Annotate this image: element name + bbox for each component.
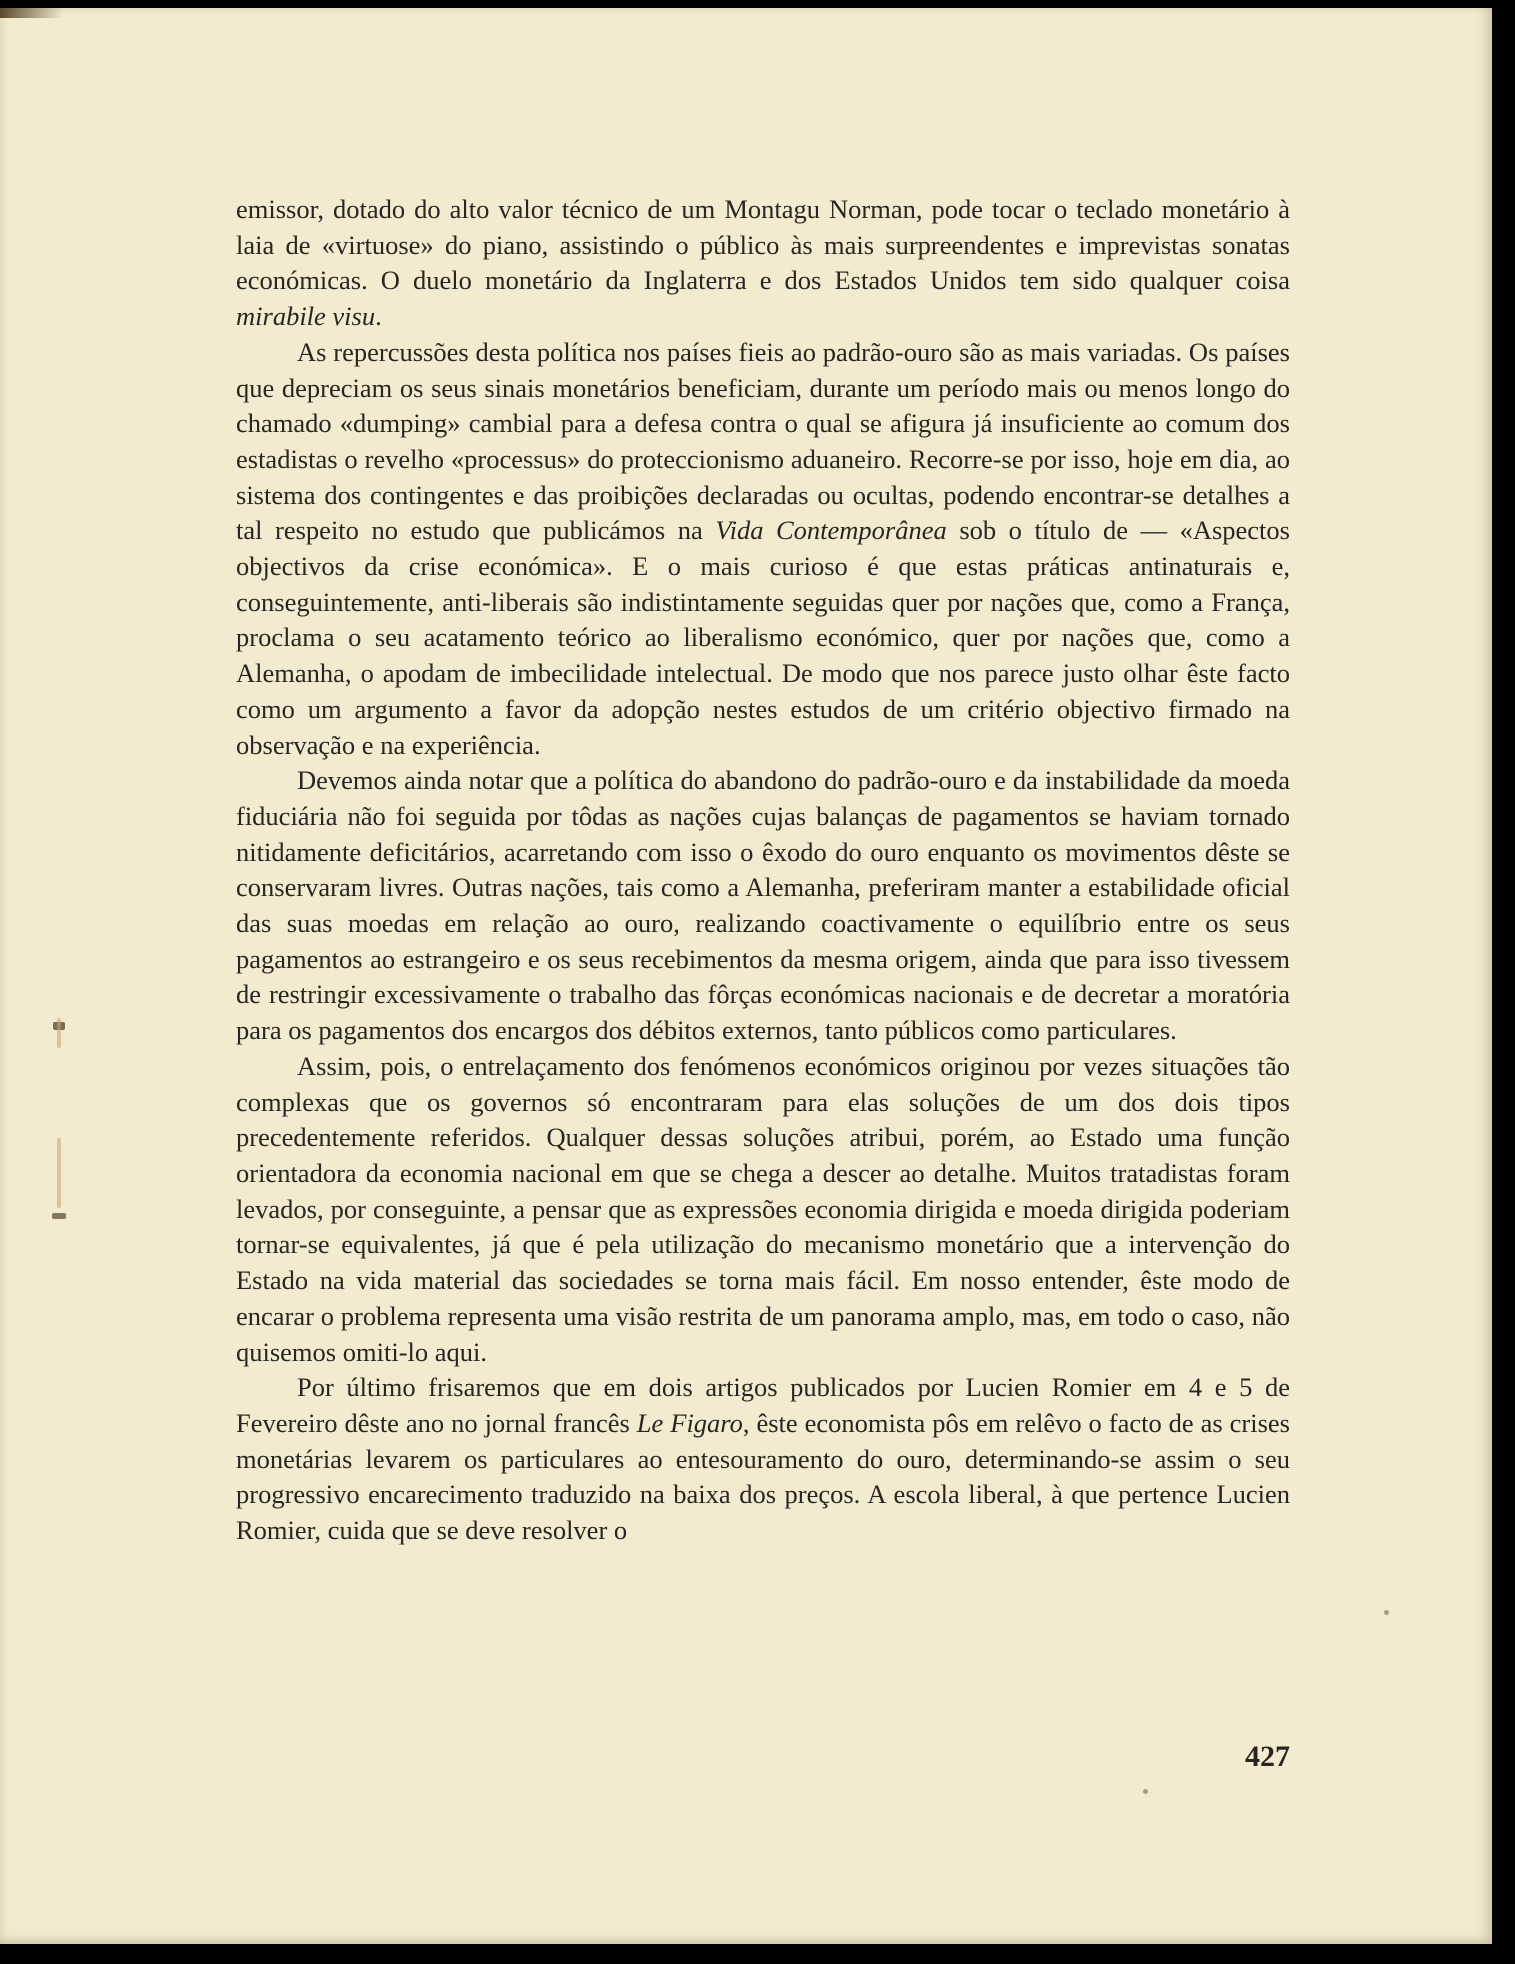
- italic-text: Vida Contemporânea: [715, 515, 947, 546]
- speck: [1143, 1789, 1148, 1794]
- text-run: emissor, dotado do alto valor técnico de um Montagu Norman, pode tocar o teclado monetário à laia de «virtuose» do piano, assistindo o público às mais surpreendentes e imprevistas sonatas económicas. O duelo monetário da Inglaterra e dos Estados Unidos tem sido qualquer coisa: [236, 194, 1290, 296]
- text-run: Por último frisaremos que em dois artigos publicados por Lucien Romier em 4 e 5 de Fevereiro dêste ano no jornal francês: [236, 1372, 1290, 1438]
- scanned-page: [0, 8, 1492, 1944]
- paragraph: [236, 192, 1290, 335]
- binding-mark: [57, 1018, 61, 1048]
- text-run: Devemos ainda notar que a política do abandono do padrão-ouro e da instabilidade da moeda fiduciária não foi seguida por tôdas as nações cujas balanças de pagamentos se haviam tornado nitidamente deficitários, acarretando com isso o êxodo do ouro enquanto os movimentos dêste se conservaram livres. Outras nações, tais como a Alemanha, preferiram manter a estabilidade oficial das suas moedas em relação ao ouro, realizando coactivamente o equilíbrio entre os seus pagamentos ao estrangeiro e os seus recebimentos da mesma origem, ainda que para isso tivessem de restringir excessivamente o trabalho das fôrças económicas nacionais e de decretar a moratória para os pagamentos dos encargos dos débitos externos, tanto públicos como particulares.: [236, 765, 1290, 1046]
- paragraph: [236, 1049, 1290, 1370]
- binding-mark: [57, 1138, 61, 1208]
- text-run: , êste economista pôs em relêvo o facto de as crises monetárias levarem os particulares ao entesouramento do ouro, determinando-se assim o seu progressivo encarecimento traduzido na baixa dos preços. A escola liberal, à que pertence Lucien Romier, cuida que se deve resolver o: [236, 1407, 1290, 1546]
- paragraph: [236, 1370, 1290, 1549]
- text-run: Assim, pois, o entrelaçamento dos fenómenos económicos originou por vezes situações tão complexas que os governos só encontraram para elas soluções de um dos dois tipos precedentemente referidos. Qualquer dessas soluções atribui, porém, ao Estado uma função orientadora da economia nacional em que se chega a descer ao detalhe. Muitos tratadistas foram levados, por conseguinte, a pensar que as expressões economia dirigida e moeda dirigida poderiam tornar-se equivalentes, já que é pela utilização do mecanismo monetário que a intervenção do Estado na vida material das sociedades se torna mais fácil. Em nosso entender, êste modo de encarar o problema representa uma visão restrita de um panorama amplo, mas, em todo o caso, não quisemos omiti-lo aqui.: [236, 1050, 1290, 1367]
- text-run: sob o título de — «Aspectos objectivos da crise económica». E o mais curioso é que estas práticas antinaturais e, conseguintemente, anti-liberais são indistintamente seguidas quer por nações que, como a França, proclama o seu acatamento teórico ao liberalismo económico, quer por nações que, como a Alemanha, o apodam de imbecilidade intelectual. De modo que nos parece justo olhar êste facto como um argumento a favor da adopção nestes estudos de um critério objectivo firmado na observação e na experiência.: [236, 515, 1290, 760]
- paragraph: [236, 763, 1290, 1049]
- text-run: As repercussões desta política nos países fieis ao padrão-ouro são as mais variadas. Os países que depreciam os seus sinais monetários beneficiam, durante um período mais ou menos longo do chamado «dumping» cambial para a defesa contra o qual se afigura já insuficiente ao comum dos estadistas o revelho «processus» do proteccionismo aduaneiro. Recorre-se por isso, hoje em dia, ao sistema dos contingentes e das proibições declaradas ou ocultas, podendo encontrar-se detalhes a tal respeito no estudo que publicámos na: [236, 336, 1290, 546]
- page-edge-stain: [0, 8, 64, 18]
- italic-text: mirabile visu: [236, 301, 376, 332]
- page-number: 427: [1245, 1740, 1290, 1773]
- italic-text: Le Figaro: [636, 1407, 743, 1438]
- binding-marks: [52, 1008, 66, 1228]
- paragraph: [236, 335, 1290, 763]
- body-text: [236, 192, 1290, 1549]
- text-run: .: [375, 301, 382, 332]
- speck: [1384, 1610, 1389, 1615]
- binding-mark: [52, 1213, 66, 1219]
